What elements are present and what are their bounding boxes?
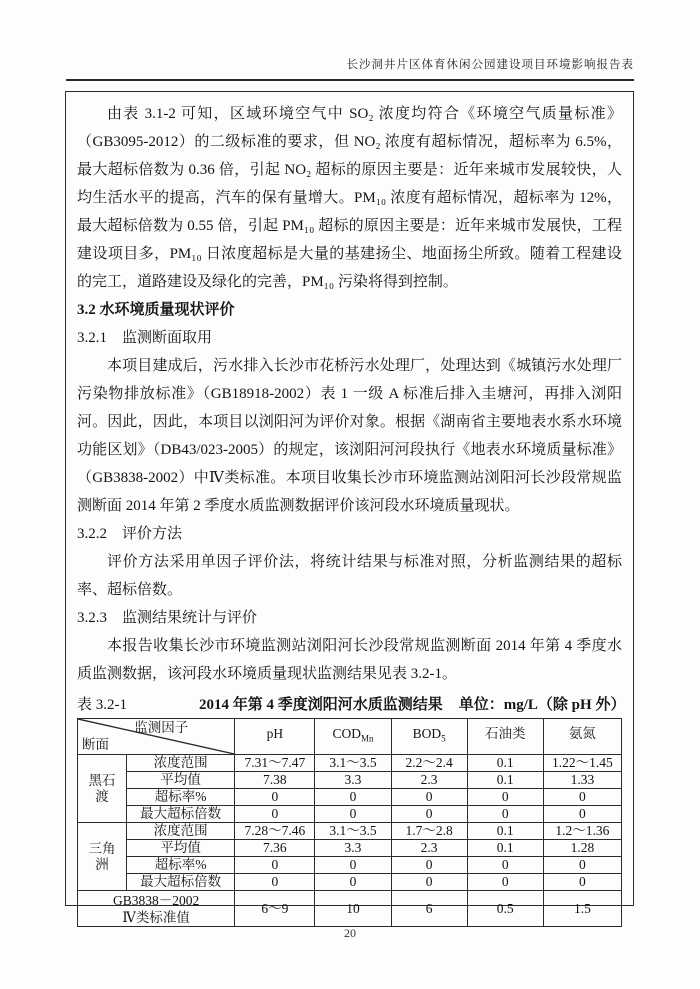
cell-value: 1.5 (543, 891, 621, 927)
cell-value: 0 (391, 874, 467, 891)
paragraph-evaluation-method: 评价方法采用单因子评价法，将统计结果与标准对照，分析监测结果的超标率、超标倍数。 (77, 554, 622, 598)
cell-value: 7.28～7.46 (235, 823, 315, 840)
table-row-sanjiaozhou-max-multiple (78, 874, 622, 891)
cell-value: 0 (543, 806, 621, 823)
running-header-title: 长沙洞井片区体育休闲公园建设项目环境影响报告表 (346, 59, 634, 71)
row-label: 浓度范围 (127, 755, 235, 772)
cell-value: 1.22～1.45 (543, 755, 621, 772)
table-row-sanjiaozhou-range (78, 823, 622, 840)
heading-section-3-2: 3.2 水环境质量现状评价 (77, 302, 235, 318)
column-header-bod5-text: BOD (412, 726, 442, 742)
cell-value: 2.2～2.4 (391, 755, 467, 772)
cell-value: 0.1 (467, 755, 543, 772)
cell-value: 0 (315, 857, 391, 874)
table-caption (77, 692, 626, 718)
table-corner-cell (78, 719, 235, 755)
column-header-bod5 (391, 719, 467, 755)
section-name-sanjiaozhou: 三角洲 (78, 823, 127, 891)
paragraph-air-quality-status: 由表 3.1-2 可知，区域环境空气中 SO₂ 浓度均符合《环境空气质量标准》（GB3095-2012）的二级标准的要求，但 NO₂ 浓度有超标情况，超标率为 6.5%，最大超标倍数为 0.36 倍，引起 NO₂ 超标的原因主要是：近年来城市发展较快，人均生活水平的提高，汽车的保有量增大。PM₁₀ 浓度有超标情况，超标率为 12%，最大超标倍数为 0.55 倍，引起 PM₁₀ 超标的原因主要是：近年来城市发展快，工程建设项目多，PM₁₀ 日浓度超标是大量的基建扬尘、地面扬尘所致。随着工程建设的完工，道路建设及绿化的完善，PM₁₀ 污染将得到控制。 (77, 106, 622, 290)
table-caption-label: 表 3.2-1 (77, 697, 127, 713)
cell-value: 0.1 (467, 840, 543, 857)
corner-label-monitoring-factor: 监测因子 (134, 720, 189, 735)
cell-value: 10 (315, 891, 391, 927)
cell-value: 7.38 (235, 772, 315, 789)
heading-section-3-2-2: 3.2.2 评价方法 (77, 526, 183, 542)
row-label: 最大超标倍数 (127, 806, 235, 823)
cell-value: 0 (543, 874, 621, 891)
column-header-bod5-sub: 5 (441, 733, 446, 744)
column-header-ph-text: pH (266, 726, 284, 742)
paragraph-monitoring-results: 本报告收集长沙市环境监测站浏阳河长沙段常规监测断面 2014 年第 4 季度水质监测数据，该河段水环境质量现状监测结果见表 3.2-1。 (77, 638, 622, 682)
column-header-petroleum (467, 719, 543, 755)
cell-value: 0 (235, 789, 315, 806)
header-rule (66, 79, 634, 81)
column-header-ph (235, 719, 315, 755)
row-label: 浓度范围 (127, 823, 235, 840)
content-frame (65, 91, 634, 925)
column-header-codmn (315, 719, 391, 755)
cell-value: 1.2～1.36 (543, 823, 621, 840)
cell-value: 0 (235, 857, 315, 874)
column-header-ammonia-text: 氨氮 (568, 726, 596, 742)
cell-value: 0.5 (467, 891, 543, 927)
cell-value: 0 (467, 806, 543, 823)
cell-value: 3.1～3.5 (315, 755, 391, 772)
cell-value: 1.7～2.8 (391, 823, 467, 840)
row-label: 超标率% (127, 857, 235, 874)
row-label: 平均值 (127, 840, 235, 857)
cell-value: 0 (235, 874, 315, 891)
row-label: 超标率% (127, 789, 235, 806)
table-header-row (78, 719, 622, 755)
cell-value: 0 (235, 806, 315, 823)
cell-value: 3.3 (315, 772, 391, 789)
cell-value: 0 (543, 789, 621, 806)
cell-value: 0 (315, 874, 391, 891)
column-header-petroleum-text: 石油类 (484, 726, 526, 742)
cell-value: 2.3 (391, 840, 467, 857)
page-number: 20 (344, 926, 356, 940)
cell-value: 3.3 (315, 840, 391, 857)
section-name-heishidu: 黑石渡 (78, 755, 127, 823)
cell-value: 3.1～3.5 (315, 823, 391, 840)
standard-label-line2: Ⅳ类标准值 (122, 909, 190, 925)
table-row-sanjiaozhou-mean (78, 840, 622, 857)
cell-value: 6～9 (235, 891, 315, 927)
cell-value: 0 (543, 857, 621, 874)
column-header-codmn-sub: Mn (360, 733, 374, 744)
standard-label-cell (78, 891, 235, 927)
corner-label-section: 断面 (82, 737, 109, 752)
cell-value: 7.31～7.47 (235, 755, 315, 772)
cell-value: 0 (391, 789, 467, 806)
cell-value: 0 (391, 806, 467, 823)
cell-value: 1.28 (543, 840, 621, 857)
row-label: 平均值 (127, 772, 235, 789)
cell-value: 7.36 (235, 840, 315, 857)
cell-value: 1.33 (543, 772, 621, 789)
water-quality-monitoring-table (77, 718, 622, 927)
table-caption-unit: 单位：mg/L（除 pH 外） (458, 697, 626, 713)
cell-value: 0 (467, 857, 543, 874)
cell-value: 0 (315, 789, 391, 806)
cell-value: 0 (467, 789, 543, 806)
heading-section-3-2-3: 3.2.3 监测结果统计与评价 (77, 610, 258, 626)
heading-section-3-2-1: 3.2.1 监测断面取用 (77, 330, 213, 346)
cell-value: 0 (315, 806, 391, 823)
table-row-heishidu-max-multiple (78, 806, 622, 823)
column-header-codmn-text: COD (332, 726, 361, 742)
cell-value: 0 (467, 874, 543, 891)
table-row-heishidu-mean (78, 772, 622, 789)
table-row-heishidu-exceed-rate (78, 789, 622, 806)
table-row-standard-values (78, 891, 622, 927)
cell-value: 0.1 (467, 772, 543, 789)
cell-value: 6 (391, 891, 467, 927)
cell-value: 0.1 (467, 823, 543, 840)
standard-label-line1: GB3838－2002 (113, 892, 200, 908)
paragraph-monitoring-section-selection: 本项目建成后，污水排入长沙市花桥污水处理厂，处理达到《城镇污水处理厂污染物排放标准》（GB18918-2002）表 1 一级 A 标准后排入圭塘河，再排入浏阳河。因此，因此，本项目以浏阳河为评价对象。根据《湖南省主要地表水系水环境功能区划》（DB43/023-2005）的规定，该浏阳河河段执行《地表水环境质量标准》（GB3838-2002）中Ⅳ类标准。本项目收集长沙市环境监测站浏阳河长沙段常规监测断面 2014 年第 2 季度水质监测数据评价该河段水环境质量现状。 (77, 358, 622, 514)
table-row-sanjiaozhou-exceed-rate (78, 857, 622, 874)
cell-value: 2.3 (391, 772, 467, 789)
cell-value: 0 (391, 857, 467, 874)
table-caption-title: 2014 年第 4 季度浏阳河水质监测结果 (199, 697, 443, 713)
row-label: 最大超标倍数 (127, 874, 235, 891)
table-row-heishidu-range (78, 755, 622, 772)
column-header-ammonia (543, 719, 621, 755)
